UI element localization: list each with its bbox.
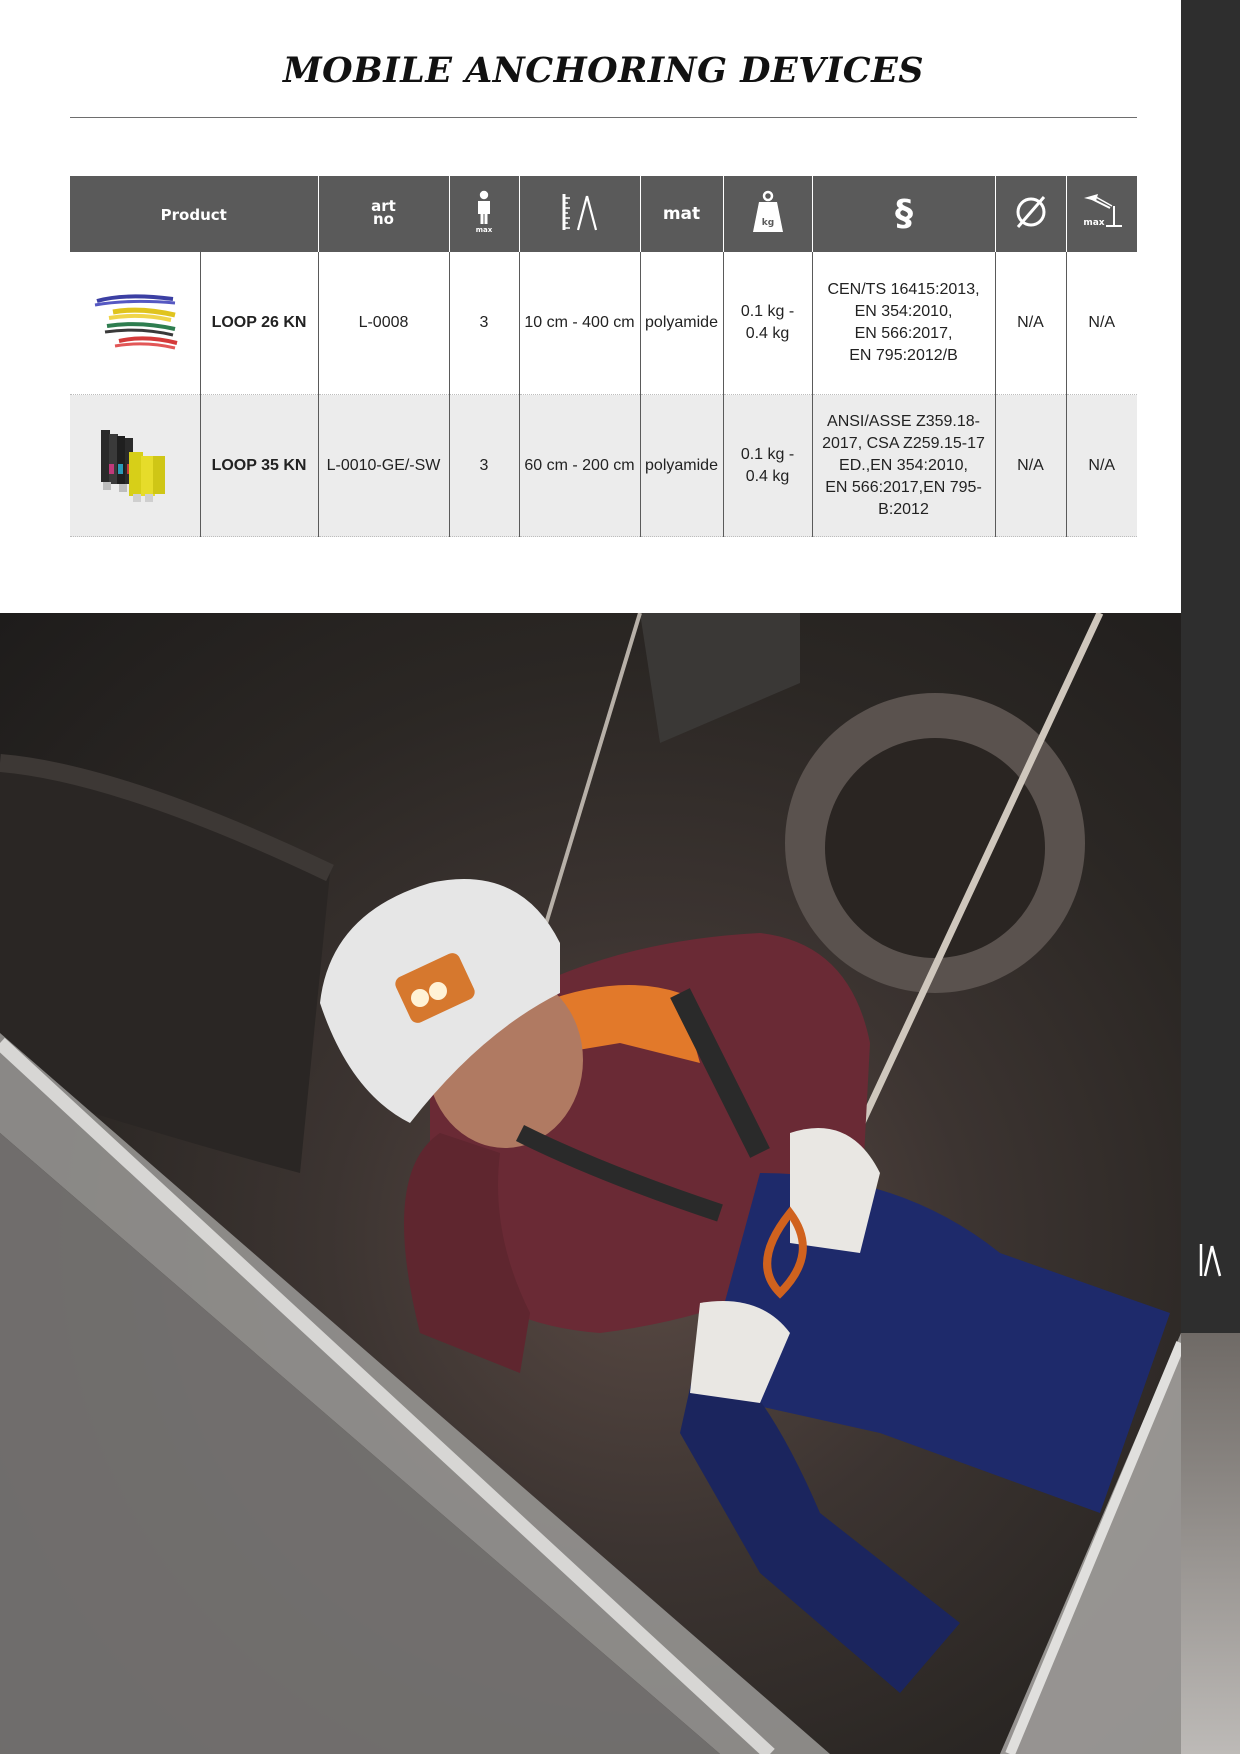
max-load-cell: N/A <box>1066 395 1137 537</box>
norm-line: EN 566:2017, <box>854 325 953 342</box>
header-weight-unit: kg <box>761 218 774 228</box>
norms-cell <box>812 252 995 395</box>
table-row <box>70 395 1137 537</box>
header-art-bottom: no <box>373 210 394 228</box>
header-product <box>70 176 318 252</box>
header-max-sub: max <box>1083 218 1105 228</box>
product-spec-table <box>70 176 1137 537</box>
loop-26-kn-product-image <box>85 285 185 355</box>
diameter-cell: N/A <box>995 252 1066 395</box>
norm-line: 2017, CSA Z259.15-17 <box>822 434 985 452</box>
title-divider <box>70 117 1137 118</box>
art-no-cell: L-0008 <box>318 252 449 395</box>
header-product-label: Product <box>160 205 227 224</box>
photo-illustration <box>0 613 1181 1754</box>
max-load-cell: N/A <box>1066 252 1137 395</box>
header-art-top: art <box>371 197 396 215</box>
norm-line: EN 566:2017,EN 795- <box>825 478 982 496</box>
product-image-cell <box>70 252 200 395</box>
norm-line: B:2012 <box>878 500 929 518</box>
norm-line: EN 354:2010, <box>854 303 953 320</box>
header-max-load <box>1066 176 1137 252</box>
header-max-users <box>449 176 519 252</box>
length-cell: 60 cm - 200 cm <box>519 395 640 537</box>
tripod-icon <box>1196 1240 1226 1280</box>
header-users-sub: max <box>475 226 493 234</box>
max-load-icon <box>1080 192 1124 232</box>
header-length <box>519 176 640 252</box>
art-no-icon <box>371 197 396 228</box>
header-material-label: mat <box>662 204 701 224</box>
weight-line-2: 0.4 kg <box>745 325 790 342</box>
loop-35-kn-product-image <box>85 412 185 512</box>
page-title: MOBILE ANCHORING DEVICES <box>282 50 925 91</box>
ruler-tripod-icon <box>558 192 602 232</box>
max-users-cell: 3 <box>449 395 519 537</box>
header-weight <box>723 176 812 252</box>
side-strip <box>1181 0 1240 1333</box>
norm-line: ANSI/ASSE Z359.18- <box>827 412 980 430</box>
norm-line: CEN/TS 16415:2013, <box>827 281 980 298</box>
weight-cell <box>723 252 812 395</box>
weight-cell <box>723 395 812 537</box>
max-users-cell: 3 <box>449 252 519 395</box>
paragraph-icon <box>889 193 919 231</box>
material-cell: polyamide <box>640 252 723 395</box>
diameter-cell: N/A <box>995 395 1066 537</box>
header-material <box>640 176 723 252</box>
norm-line: ED.,EN 354:2010, <box>839 456 968 474</box>
photo-edge <box>1181 1333 1240 1754</box>
art-no-cell: L-0010-GE/-SW <box>318 395 449 537</box>
norms-cell <box>812 395 995 537</box>
svg-text:§: § <box>894 193 913 231</box>
material-cell: polyamide <box>640 395 723 537</box>
weight-kg-icon <box>750 190 786 234</box>
header-art-no <box>318 176 449 252</box>
header-diameter <box>995 176 1066 252</box>
norm-line: EN 795:2012/B <box>849 347 958 364</box>
product-name: LOOP 26 KN <box>200 252 318 395</box>
weight-line-1: 0.1 kg - <box>740 445 795 463</box>
weight-line-1: 0.1 kg - <box>740 303 795 320</box>
product-image-cell <box>70 395 200 537</box>
weight-line-2: 0.4 kg <box>745 467 790 485</box>
worker-rappelling-photo <box>0 613 1181 1754</box>
diameter-icon <box>1012 193 1050 231</box>
header-norms <box>812 176 995 252</box>
table-row <box>70 252 1137 395</box>
product-name: LOOP 35 KN <box>200 395 318 537</box>
table-header-row <box>70 176 1137 252</box>
person-max-icon <box>471 190 497 234</box>
length-cell: 10 cm - 400 cm <box>519 252 640 395</box>
